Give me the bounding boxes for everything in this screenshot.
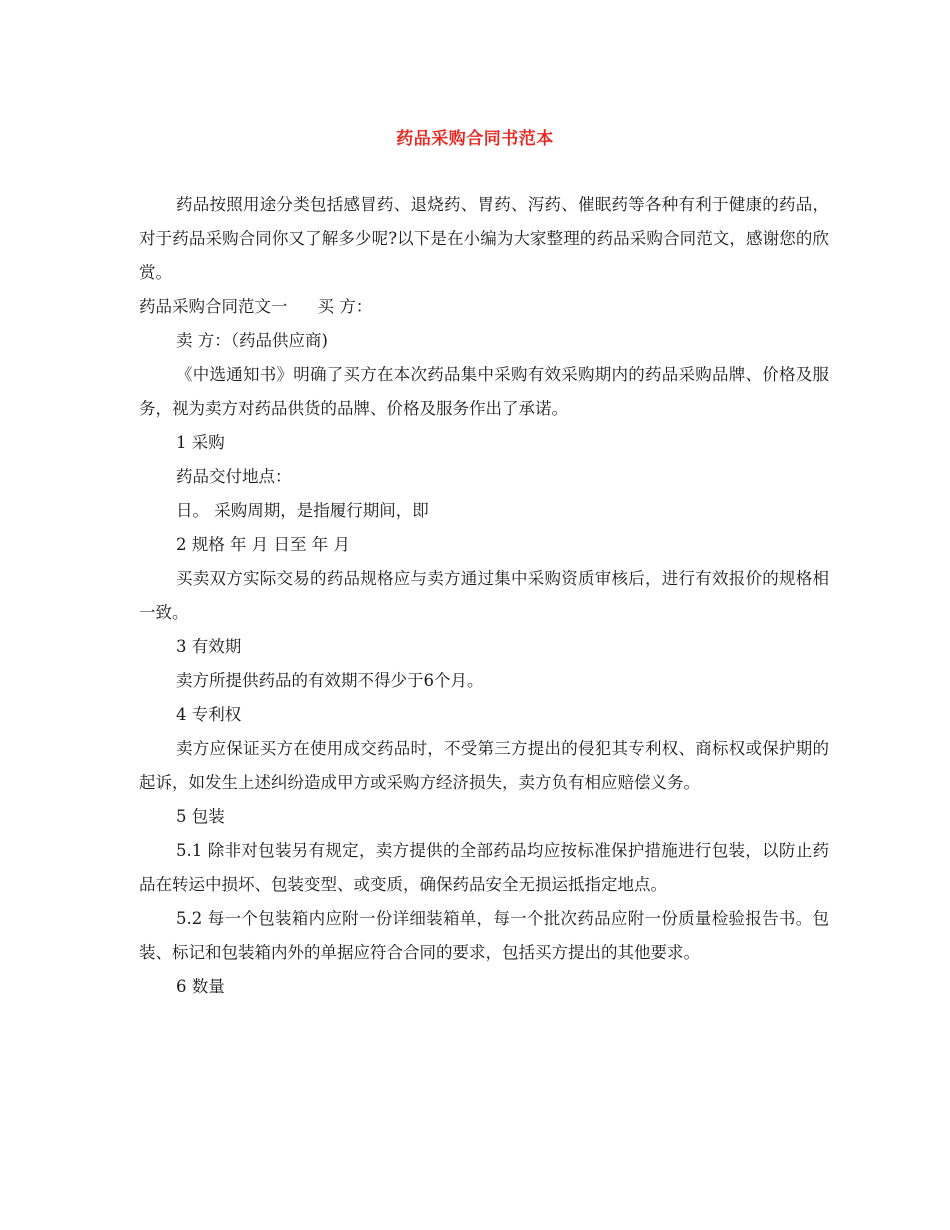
section-4-heading: 4 专利权 bbox=[176, 705, 242, 724]
section-5-heading: 5 包装 bbox=[176, 807, 225, 826]
sample-heading-line bbox=[139, 290, 829, 324]
buyer-label: 买 方： bbox=[317, 297, 373, 316]
seller-label: 卖 方：（药品供应商) bbox=[176, 331, 328, 350]
section-3-heading: 3 有效期 bbox=[176, 637, 242, 656]
section-2-body: 买卖双方实际交易的药品规格应与卖方通过集中采购资质审核后，进行有效报价的规格相一致。 bbox=[139, 569, 829, 622]
purchase-period: 日。 采购周期，是指履行期间，即 bbox=[176, 501, 429, 520]
document-body bbox=[139, 188, 829, 1004]
section-2-heading: 2 规格 年 月 日至 年 月 bbox=[176, 535, 350, 554]
section-5-1: 5.1 除非对包装另有规定，卖方提供的全部药品均应按标准保护措施进行包装，以防止药品在转运中损坏、包装变型、或变质，确保药品安全无损运抵指定地点。 bbox=[139, 841, 829, 894]
section-4-body: 卖方应保证买方在使用成交药品时，不受第三方提出的侵犯其专利权、商标权或保护期的起诉，如发生上述纠纷造成甲方或采购方经济损失，卖方负有相应赔偿义务。 bbox=[139, 739, 829, 792]
sample-heading: 药品采购合同范文一 bbox=[139, 297, 288, 316]
section-6-heading: 6 数量 bbox=[176, 977, 225, 996]
section-1-heading: 1 采购 bbox=[176, 433, 225, 452]
section-3-body: 卖方所提供药品的有效期不得少于6个月。 bbox=[176, 671, 484, 690]
section-5-2: 5.2 每一个包装箱内应附一份详细装箱单，每一个批次药品应附一份质量检验报告书。包装、标记和包装箱内外的单据应符合合同的要求，包括买方提出的其他要求。 bbox=[139, 909, 829, 962]
intro-paragraph: 药品按照用途分类包括感冒药、退烧药、胃药、泻药、催眠药等各种有利于健康的药品，对于药品采购合同你又了解多少呢?以下是在小编为大家整理的药品采购合同范文，感谢您的欣赏。 bbox=[139, 195, 829, 282]
notice-paragraph: 《中选通知书》明确了买方在本次药品集中采购有效采购期内的药品采购品牌、价格及服务，视为卖方对药品供货的品牌、价格及服务作出了承诺。 bbox=[139, 365, 829, 418]
delivery-place: 药品交付地点： bbox=[176, 467, 292, 486]
document-title: 药品采购合同书范本 bbox=[396, 129, 554, 149]
